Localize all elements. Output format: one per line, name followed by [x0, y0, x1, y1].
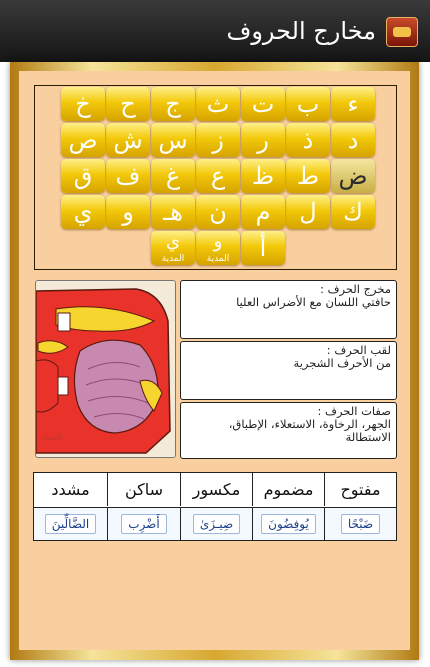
makhraj-box [180, 280, 397, 339]
example-maksour[interactable]: ضِيـزَىٰ [180, 507, 252, 540]
letter-key[interactable]: م [241, 195, 285, 229]
mouth-illustration [36, 281, 175, 457]
header-maftouh[interactable]: مفتوح [324, 473, 396, 506]
letter-key[interactable]: ر [241, 123, 285, 157]
letter-key[interactable]: ص [61, 123, 105, 157]
letter-key[interactable]: ي [61, 195, 105, 229]
example-madmoum[interactable]: يُوفِضُونَ [252, 507, 324, 540]
example-mushaddad[interactable]: الضَّالِّينَ [34, 507, 107, 540]
letter-key[interactable]: و [106, 195, 150, 229]
key-sublabel: المدية [206, 254, 230, 264]
letter-key-ya-madd[interactable]: ي المدية [151, 231, 195, 265]
makhraj-text: حافتي اللسان مع الأضراس العليا [236, 295, 391, 309]
header-madmoum[interactable]: مضموم [252, 473, 324, 506]
letter-key[interactable]: هـ [151, 195, 195, 229]
makhraj-heading: مخرج الحرف : [320, 282, 391, 296]
letter-key[interactable]: غ [151, 159, 195, 193]
header-maksour[interactable]: مكسور [180, 473, 252, 506]
letter-key[interactable]: ز [196, 123, 240, 157]
letter-key[interactable]: ظ [241, 159, 285, 193]
example-sakin[interactable]: أَضْرِب [107, 507, 180, 540]
letter-key[interactable]: ء [331, 87, 375, 121]
letter-key[interactable]: ك [331, 195, 375, 229]
letter-key[interactable]: ع [196, 159, 240, 193]
letter-key[interactable]: ت [241, 87, 285, 121]
letter-key[interactable]: ش [106, 123, 150, 157]
letter-key[interactable]: ف [106, 159, 150, 193]
app-title: مخارج الحروف [226, 17, 376, 45]
vowel-table [33, 472, 397, 541]
letter-key-selected[interactable]: ض [331, 159, 375, 193]
diagram-caption: الضاد [42, 433, 62, 443]
key-sublabel: المدية [161, 254, 185, 264]
articulation-diagram [35, 280, 176, 458]
header-sakin[interactable]: ساكن [107, 473, 180, 506]
letter-key[interactable]: ق [61, 159, 105, 193]
letter-key[interactable]: ج [151, 87, 195, 121]
letters-grid [34, 85, 397, 270]
letter-key[interactable]: ب [286, 87, 330, 121]
letter-key[interactable]: ذ [286, 123, 330, 157]
header-mushaddad[interactable]: مشدد [34, 473, 107, 506]
sifat-heading: صفات الحرف : [317, 404, 391, 418]
laqab-heading: لقب الحرف : [326, 343, 391, 357]
letter-key[interactable]: ن [196, 195, 240, 229]
letter-key[interactable]: ل [286, 195, 330, 229]
app-logo-icon [386, 17, 418, 47]
letter-key[interactable]: س [151, 123, 195, 157]
sifat-box [180, 402, 397, 459]
laqab-text: من الأحرف الشجرية [293, 356, 391, 370]
example-maftouh[interactable]: ضَبْحًا [324, 507, 396, 540]
letter-key[interactable]: ث [196, 87, 240, 121]
letter-key[interactable]: خ [61, 87, 105, 121]
letter-key[interactable]: ط [286, 159, 330, 193]
letter-key[interactable]: ح [106, 87, 150, 121]
laqab-box [180, 341, 397, 400]
sifat-text: الجهر، الرخاوة، الاستعلاء، الإطباق، الاستطالة [228, 417, 391, 444]
title-bar [0, 0, 430, 62]
letter-key[interactable]: د [331, 123, 375, 157]
letter-key-waw-madd[interactable]: و المدية [196, 231, 240, 265]
letter-key-alef-hamza[interactable]: أ [241, 231, 285, 265]
